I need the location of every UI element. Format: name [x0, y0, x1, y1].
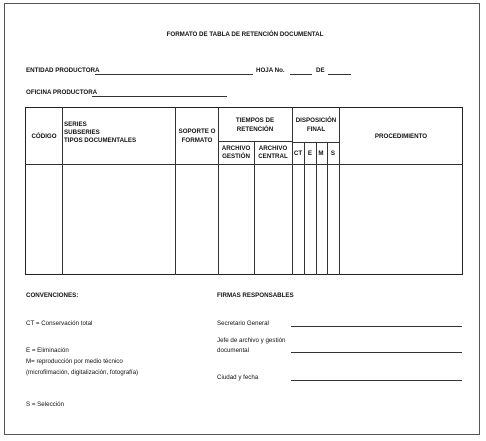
col-codigo: CÓDIGO	[31, 133, 57, 140]
col-series-2: SUBSERIES	[64, 129, 100, 136]
firma-secretario-field[interactable]	[291, 326, 462, 327]
col-archivo-central-1: ARCHIVO	[258, 145, 288, 152]
col-divider	[218, 107, 219, 275]
col-s: S	[330, 150, 336, 157]
convencion-m-1: M= reproducción por medio técnico	[26, 358, 123, 365]
firma-secretario-label: Secretario General	[217, 320, 269, 327]
oficina-field[interactable]	[92, 96, 227, 97]
entidad-field[interactable]	[95, 74, 253, 75]
col-ct: CT	[293, 150, 303, 157]
col-archivo-gestion-2: GESTIÓN	[222, 153, 250, 160]
convencion-s: S = Selección	[26, 401, 65, 408]
col-e: E	[307, 150, 313, 157]
col-divider	[327, 142, 328, 275]
col-divider	[339, 107, 340, 275]
col-m: M	[318, 150, 324, 157]
form-title: FORMATO DE TABLA DE RETENCIÓN DOCUMENTAL	[166, 31, 324, 38]
col-divider	[304, 142, 305, 275]
col-divider	[62, 107, 63, 275]
entidad-label: ENTIDAD PRODUCTORA	[26, 67, 100, 74]
subheader-divider	[292, 142, 339, 143]
col-archivo-central-2: CENTRAL	[258, 153, 288, 160]
firma-jefe-field[interactable]	[291, 352, 462, 353]
table-header-divider	[25, 164, 463, 165]
de-label: DE	[316, 67, 325, 74]
convencion-ct: CT = Conservación total	[26, 320, 93, 327]
oficina-label: OFICINA PRODUCTORA	[26, 89, 98, 96]
col-soporte-2: FORMATO	[181, 137, 213, 144]
de-field[interactable]	[328, 74, 351, 75]
col-procedimiento: PROCEDIMIENTO	[374, 133, 428, 140]
col-divider	[292, 107, 293, 275]
col-disposicion-2: FINAL	[306, 126, 326, 133]
col-divider	[254, 141, 255, 275]
firma-jefe-label-2: documental	[217, 347, 249, 354]
convenciones-title: CONVENCIONES:	[26, 292, 79, 299]
subheader-divider	[218, 141, 292, 142]
hoja-field[interactable]	[290, 74, 312, 75]
ciudad-fecha-field[interactable]	[291, 380, 462, 381]
col-disposicion-1: DISPOSICIÓN	[295, 117, 337, 124]
col-divider	[316, 142, 317, 275]
col-divider	[175, 107, 176, 275]
col-soporte-1: SOPORTE O	[178, 128, 216, 135]
col-tiempos-1: TIEMPOS DE	[235, 117, 275, 124]
ciudad-fecha-label: Ciudad y fecha	[217, 374, 259, 381]
firmas-title: FIRMAS RESPONSABLES	[217, 292, 294, 299]
col-archivo-gestion-1: ARCHIVO	[221, 145, 251, 152]
hoja-label: HOJA No.	[256, 67, 285, 74]
col-series-1: SERIES	[64, 121, 87, 128]
convencion-e: E = Eliminación	[26, 347, 69, 354]
convencion-m-2: (microfilmación, digitalización, fotografía)	[26, 369, 139, 376]
col-series-3: TIPOS DOCUMENTALES	[64, 137, 137, 144]
firma-jefe-label-1: Jefe de archivo y gestión	[217, 337, 286, 344]
col-tiempos-2: RETENCIÓN	[236, 126, 274, 133]
